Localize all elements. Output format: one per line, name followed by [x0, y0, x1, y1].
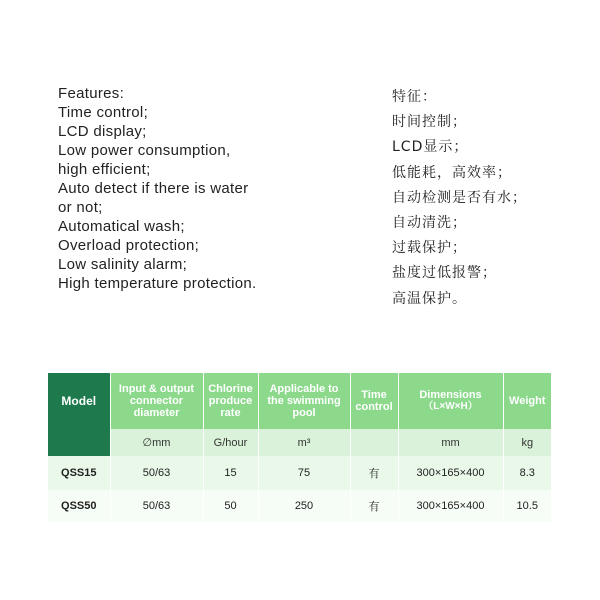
header-dimensions: [398, 373, 503, 429]
feature-zh-item: 时间控制；: [392, 114, 467, 131]
header-time-line: Time: [361, 389, 387, 401]
header-pool-line: Applicable to: [269, 383, 339, 395]
cell-time: 有: [350, 490, 398, 522]
unit-time: [350, 429, 398, 456]
header-time-line: control: [355, 401, 393, 413]
cell-chlorine: 15: [203, 456, 258, 490]
feature-en-item: Low salinity alarm;: [58, 256, 188, 273]
cell-dimensions: 300×165×400: [398, 456, 503, 490]
feature-en-item: high efficient;: [58, 161, 151, 178]
header-pool-line: the swimming: [267, 395, 341, 407]
feature-en-item: Automatical wash;: [58, 218, 185, 235]
header-chlorine-line: Chlorine: [208, 383, 253, 395]
feature-en-item: Low power consumption,: [58, 142, 231, 159]
feature-zh-item: 自动检测是否有水；: [392, 189, 527, 206]
header-weight: Weight: [503, 373, 551, 429]
cell-time: 有: [350, 456, 398, 490]
header-time-control: [350, 373, 398, 429]
unit-connector: ∅mm: [110, 429, 203, 456]
feature-en-item: or not;: [58, 199, 103, 216]
unit-dimensions: mm: [398, 429, 503, 456]
features-english: [58, 84, 358, 293]
cell-pool: 75: [258, 456, 350, 490]
header-chlorine-line: produce: [208, 395, 253, 407]
cell-model: QSS15: [48, 456, 110, 490]
cell-dimensions: 300×165×400: [398, 490, 503, 522]
cell-model: QSS50: [48, 490, 110, 522]
feature-en-item: Time control;: [58, 104, 149, 121]
unit-weight: kg: [503, 429, 551, 456]
cell-connector: 50/63: [110, 490, 203, 522]
feature-en-title: Features:: [58, 85, 125, 102]
spec-table: [48, 373, 551, 522]
header-pool: [258, 373, 350, 429]
units-model-cell: [48, 429, 110, 456]
feature-zh-item: 过载保护；: [392, 240, 467, 257]
feature-en-item: Overload protection;: [58, 237, 200, 254]
feature-en-item: Auto detect if there is water: [58, 180, 249, 197]
table-units-row: [48, 429, 551, 456]
table-row: [48, 456, 551, 490]
feature-zh-item: 低能耗，高效率；: [392, 164, 512, 181]
unit-chlorine: G/hour: [203, 429, 258, 456]
cell-chlorine: 50: [203, 490, 258, 522]
header-dimensions-line: Dimensions: [419, 389, 482, 401]
header-model: Model: [48, 373, 110, 429]
header-connector-line: diameter: [133, 407, 180, 419]
feature-zh-item: LCD显示；: [392, 139, 469, 156]
header-connector-line: connector: [129, 395, 184, 407]
unit-pool: m³: [258, 429, 350, 456]
cell-connector: 50/63: [110, 456, 203, 490]
feature-en-item: High temperature protection.: [58, 275, 257, 292]
feature-zh-title: 特征：: [392, 89, 437, 105]
table-header-row: [48, 373, 551, 429]
feature-en-item: LCD display;: [58, 123, 147, 140]
header-pool-line: pool: [292, 407, 316, 419]
header-dimensions-sub: （L×W×H）: [423, 401, 478, 412]
feature-zh-item: 高温保护。: [392, 290, 467, 307]
feature-zh-item: 自动清洗；: [392, 215, 467, 232]
header-connector-line: Input & output: [118, 383, 195, 395]
features-chinese: [392, 85, 582, 312]
cell-weight: 8.3: [503, 456, 551, 490]
header-connector: [110, 373, 203, 429]
header-chlorine: [203, 373, 258, 429]
feature-zh-item: 盐度过低报警；: [392, 265, 497, 282]
table-row: [48, 490, 551, 522]
header-chlorine-line: rate: [220, 407, 241, 419]
cell-weight: 10.5: [503, 490, 551, 522]
cell-pool: 250: [258, 490, 350, 522]
